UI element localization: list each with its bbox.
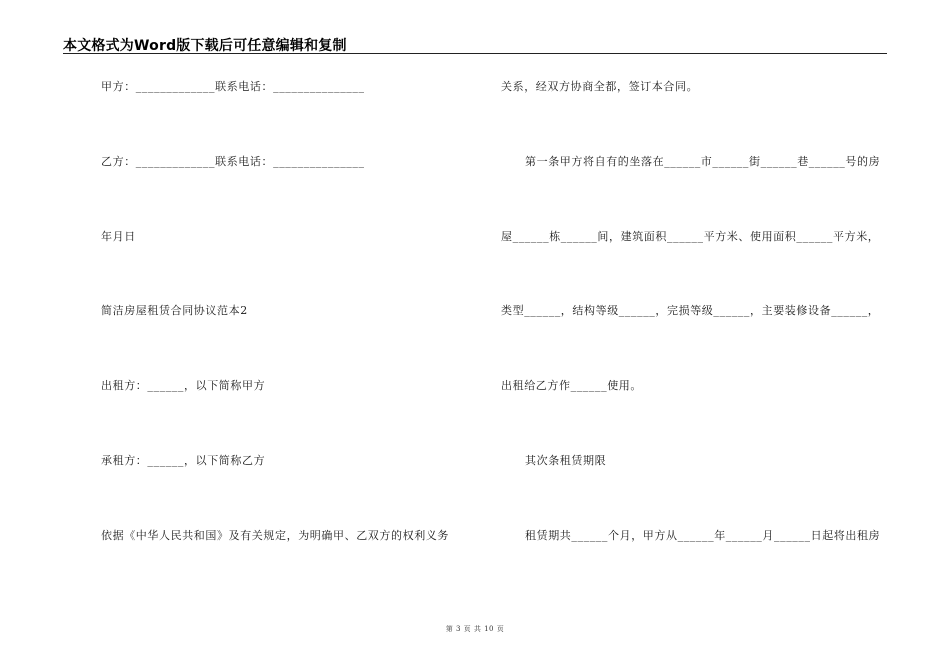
lease-term-line: 租赁期共______个月，甲方从______年______月______日起将出租房 (525, 529, 881, 542)
property-area-line: 屋______栋______间，建筑面积______平方米、使用面积______平方米， (501, 230, 880, 243)
document-header-title: 本文格式为Word版下载后可任意编辑和复制 (63, 38, 347, 54)
date-line: 年月日 (101, 230, 136, 243)
header-divider (63, 53, 887, 54)
lessor-line: 出租方：______，以下简称甲方 (101, 379, 266, 392)
lessee-line: 承租方：______，以下简称乙方 (101, 454, 266, 467)
lease-usage-line: 出租给乙方作______使用。 (501, 379, 642, 392)
article-one-line: 第一条甲方将自有的坐落在______市______街______巷______号的房 (525, 155, 881, 168)
agreement-title-line: 简洁房屋租赁合同协议范本2 (101, 304, 248, 317)
party-a-line: 甲方：_____________联系电话：_______________ (101, 80, 365, 93)
agreement-continuation-line: 关系，经双方协商全都，签订本合同。 (501, 80, 699, 93)
article-two-heading: 其次条租赁期限 (525, 454, 607, 467)
property-type-line: 类型______，结构等级______，完损等级______，主要装修设备______， (501, 304, 880, 317)
party-b-line: 乙方：_____________联系电话：_______________ (101, 155, 365, 168)
page-number-footer: 第 3 页 共 10 页 (445, 625, 505, 633)
legal-basis-line: 依据《中华人民共和国》及有关规定，为明确甲、乙双方的权利义务 (101, 529, 449, 542)
